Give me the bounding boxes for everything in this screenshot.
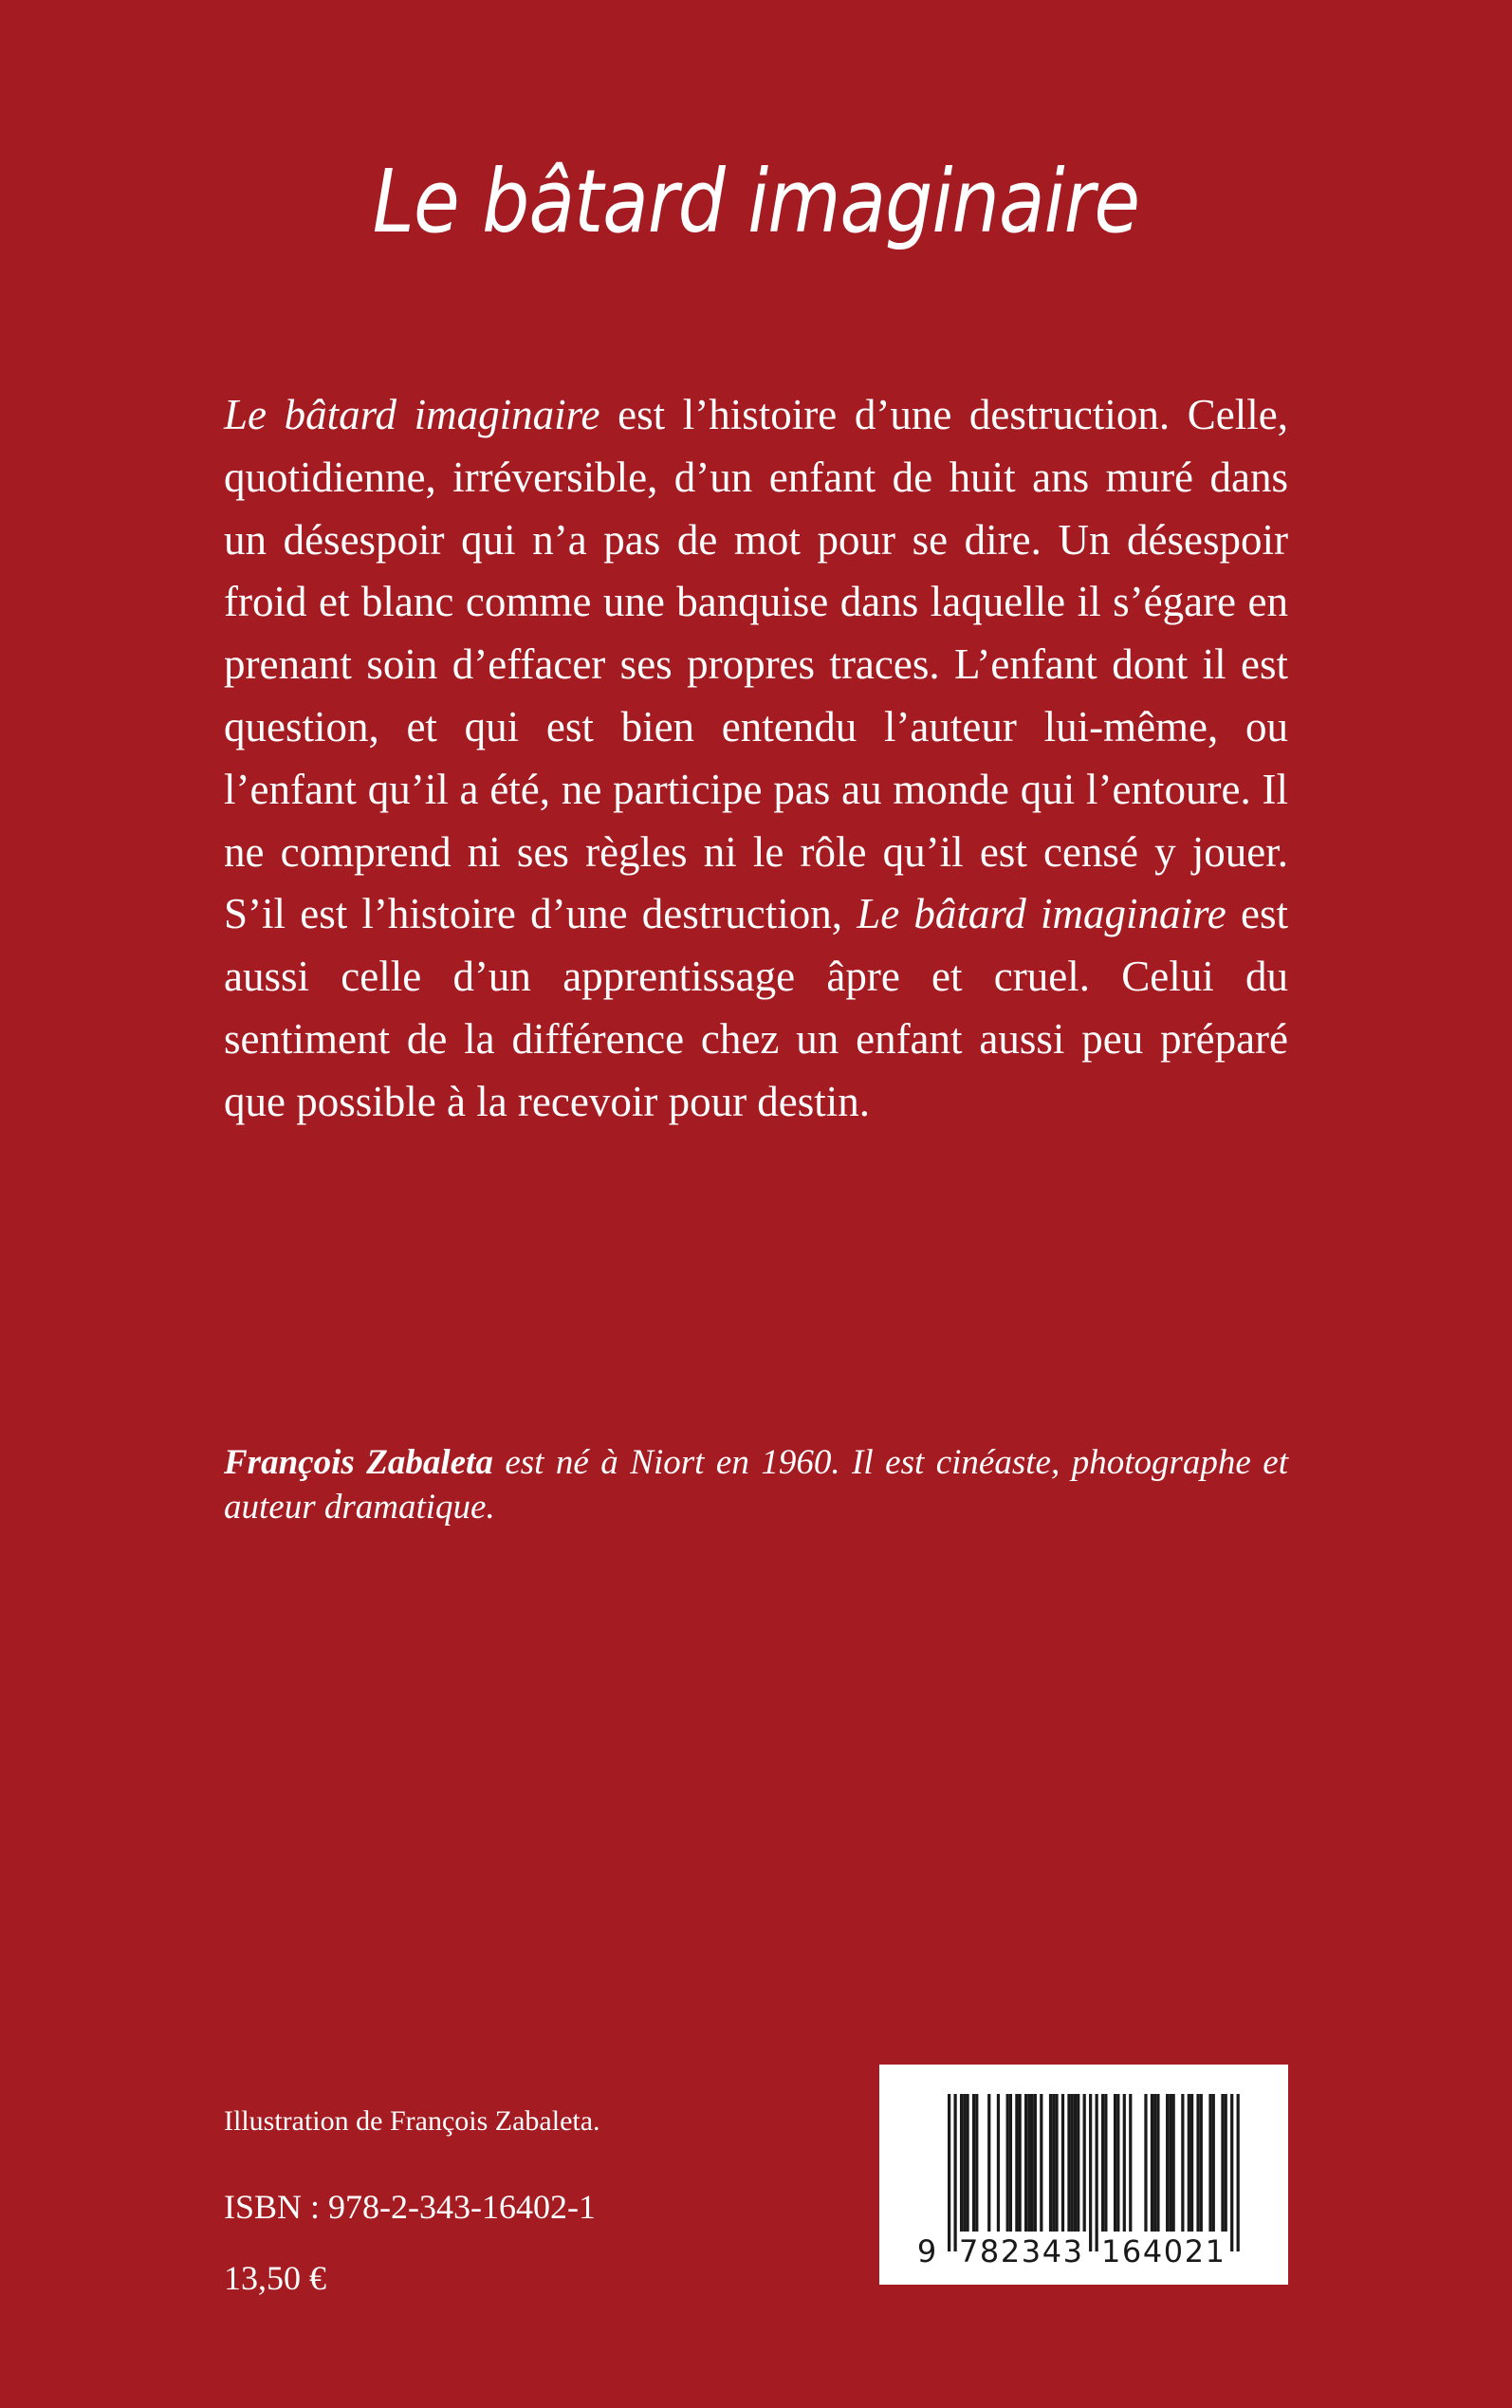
barcode: [879, 2065, 1288, 2285]
barcode-right-digits: 164021: [1101, 2233, 1225, 2269]
author-bio: [224, 1440, 1288, 1529]
illustration-credit: Illustration de François Zabaleta.: [224, 2105, 600, 2137]
barcode-first-digit: 9: [916, 2233, 937, 2269]
blurb-title-ref: Le bâtard imaginaire: [224, 391, 600, 438]
back-cover-blurb: [224, 384, 1288, 1134]
barcode-digits: [917, 2233, 1225, 2269]
blurb-title-ref: Le bâtard imaginaire: [857, 890, 1226, 938]
barcode-bars: [879, 2065, 1288, 2285]
book-title: Le bâtard imaginaire: [372, 151, 1140, 252]
blurb-text: est aussi celle d’un apprentissage âpre et cruel. Celui du sentiment de la différence chez un enfant aussi peu préparé que possible à la recevoir pour destin.: [224, 890, 1288, 1125]
author-bio-text: est né à Niort en 1960. Il est cinéaste, photographe et auteur dramatique.: [224, 1443, 1288, 1527]
price: 13,50 €: [224, 2259, 326, 2297]
blurb-text: est l’histoire d’une destruction. Celle, quotidienne, irréversible, d’un enfant de huit ans muré dans un désespoir qui n’a pas de mot pour se dire. Un désespoir froid et blanc comme une banquise dans laquelle il s’égare en prenant soin d’effacer ses propres traces. L’enfant dont il est question, et qui est bien entendu l’auteur lui-même, ou l’enfant qu’il a été, ne participe pas au monde qui l’entoure. Il ne comprend ni ses règles ni le rôle qu’il est censé y jouer. S’il est l’histoire d’une destruction,: [224, 391, 1288, 938]
barcode-left-digits: 782343: [959, 2233, 1082, 2269]
author-name: François Zabaleta: [224, 1443, 493, 1482]
isbn: ISBN : 978-2-343-16402-1: [224, 2188, 596, 2226]
